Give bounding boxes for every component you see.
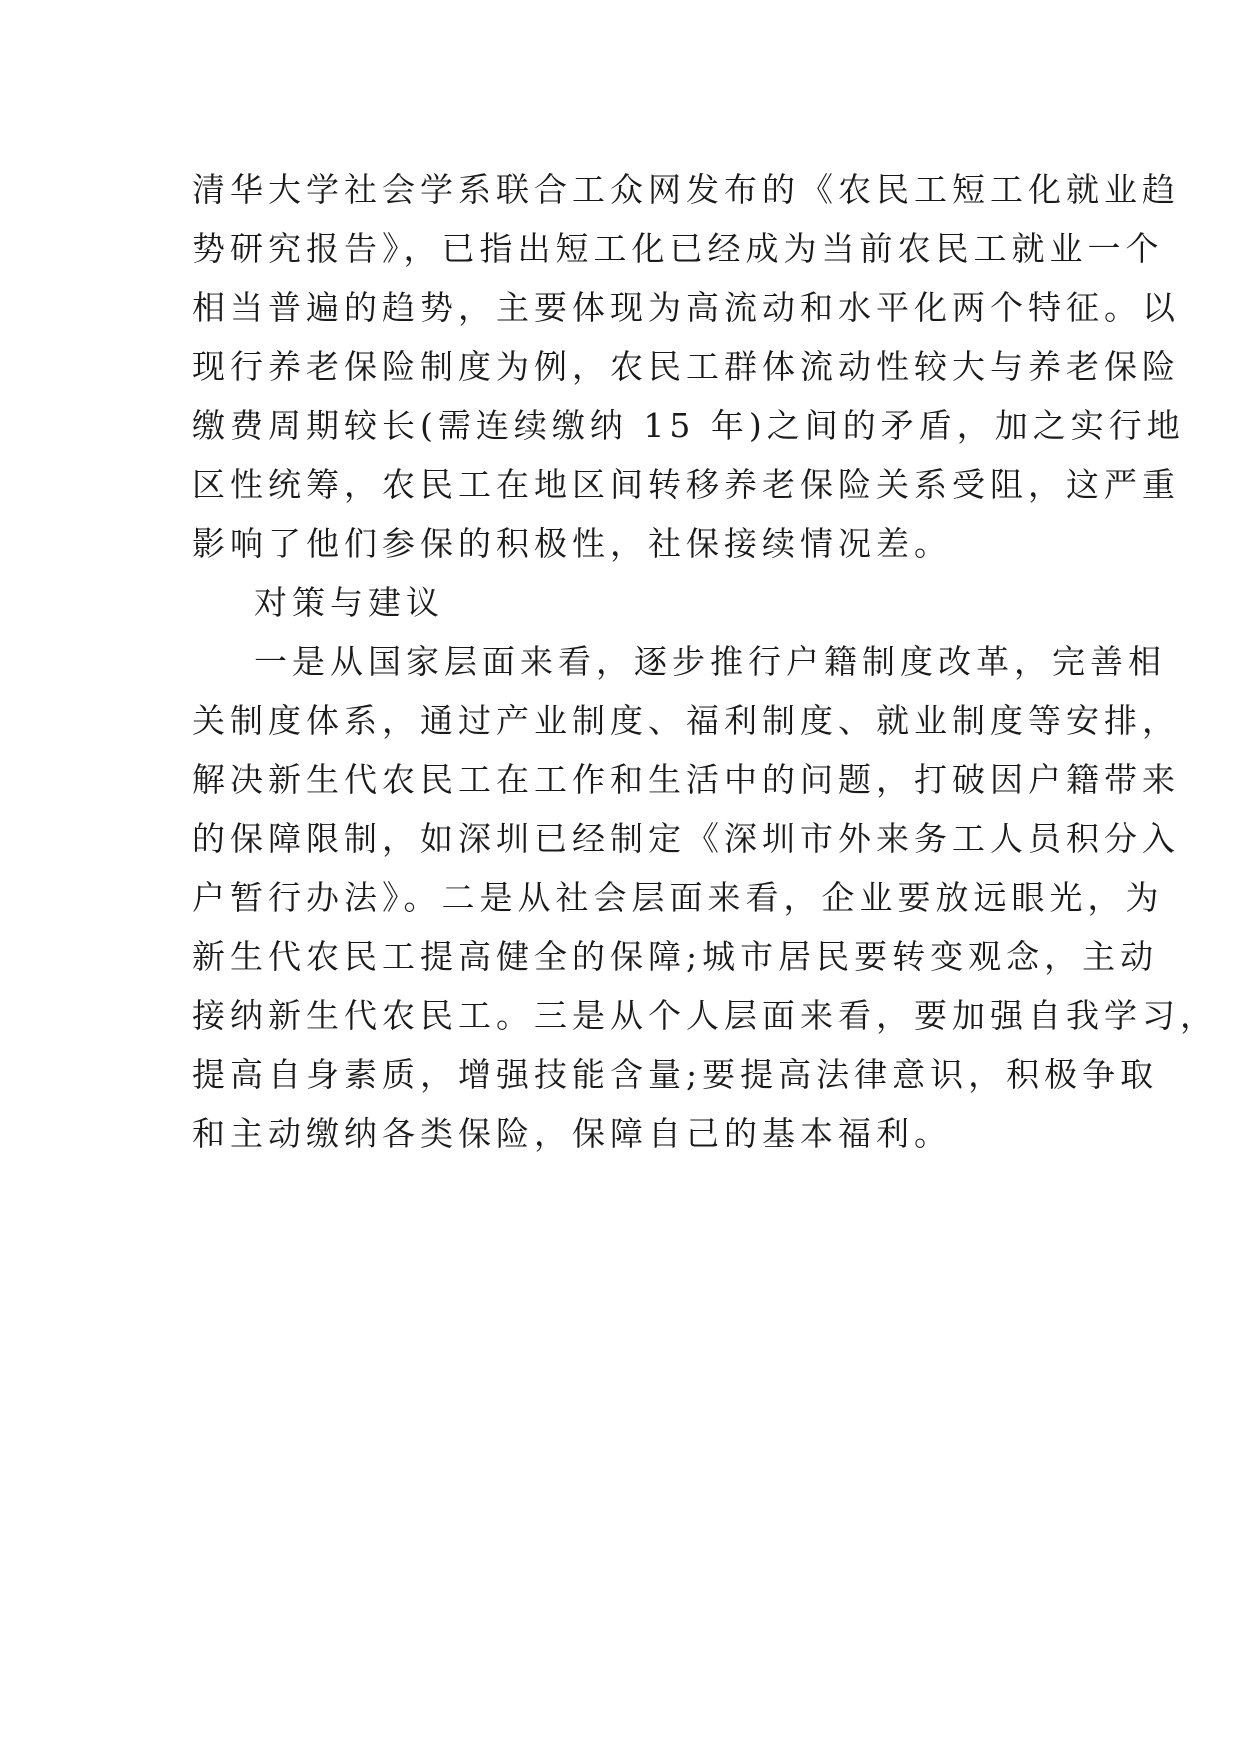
paragraph-2 — [192, 632, 1218, 1163]
document-body — [192, 160, 1218, 1163]
paragraph-line: 清华大学社会学系联合工众网发布的《农民工短工化就业趋 — [192, 170, 1180, 209]
paragraph-line: 接纳新生代农民工。三是从个人层面来看，要加强自我学习， — [192, 996, 1218, 1035]
paragraph-line: 和主动缴纳各类保险，保障自己的基本福利。 — [192, 1114, 952, 1153]
paragraph-line: 现行养老保险制度为例，农民工群体流动性较大与养老保险 — [192, 347, 1180, 386]
paragraph-line: 户暂行办法》。二是从社会层面来看，企业要放远眼光，为 — [192, 878, 1164, 917]
section-heading: 对策与建议 — [254, 583, 444, 622]
paragraph-line: 新生代农民工提高健全的保障;城市居民要转变观念，主动 — [192, 937, 1159, 976]
paragraph-line: 关制度体系，通过产业制度、福利制度、就业制度等安排， — [192, 701, 1180, 740]
paragraph-line: 区性统筹，农民工在地区间转移养老保险关系受阻，这严重 — [192, 465, 1180, 504]
paragraph-line: 的保障限制，如深圳已经制定《深圳市外来务工人员积分入 — [192, 819, 1180, 858]
paragraph-line: 影响了他们参保的积极性，社保接续情况差。 — [192, 524, 952, 563]
paragraph-line: 一是从国家层面来看，逐步推行户籍制度改革，完善相 — [254, 642, 1166, 681]
paragraph-line: 势研究报告》，已指出短工化已经成为当前农民工就业一个 — [192, 229, 1164, 268]
paragraph-1 — [192, 160, 1185, 573]
paragraph-line: 提高自身素质，增强技能含量;要提高法律意识，积极争取 — [192, 1055, 1159, 1094]
paragraph-line: 解决新生代农民工在工作和生活中的问题，打破因户籍带来 — [192, 760, 1180, 799]
paragraph-line: 相当普遍的趋势，主要体现为高流动和水平化两个特征。以 — [192, 288, 1180, 327]
paragraph-line: 缴费周期较长(需连续缴纳 15 年)之间的矛盾，加之实行地 — [192, 406, 1185, 445]
